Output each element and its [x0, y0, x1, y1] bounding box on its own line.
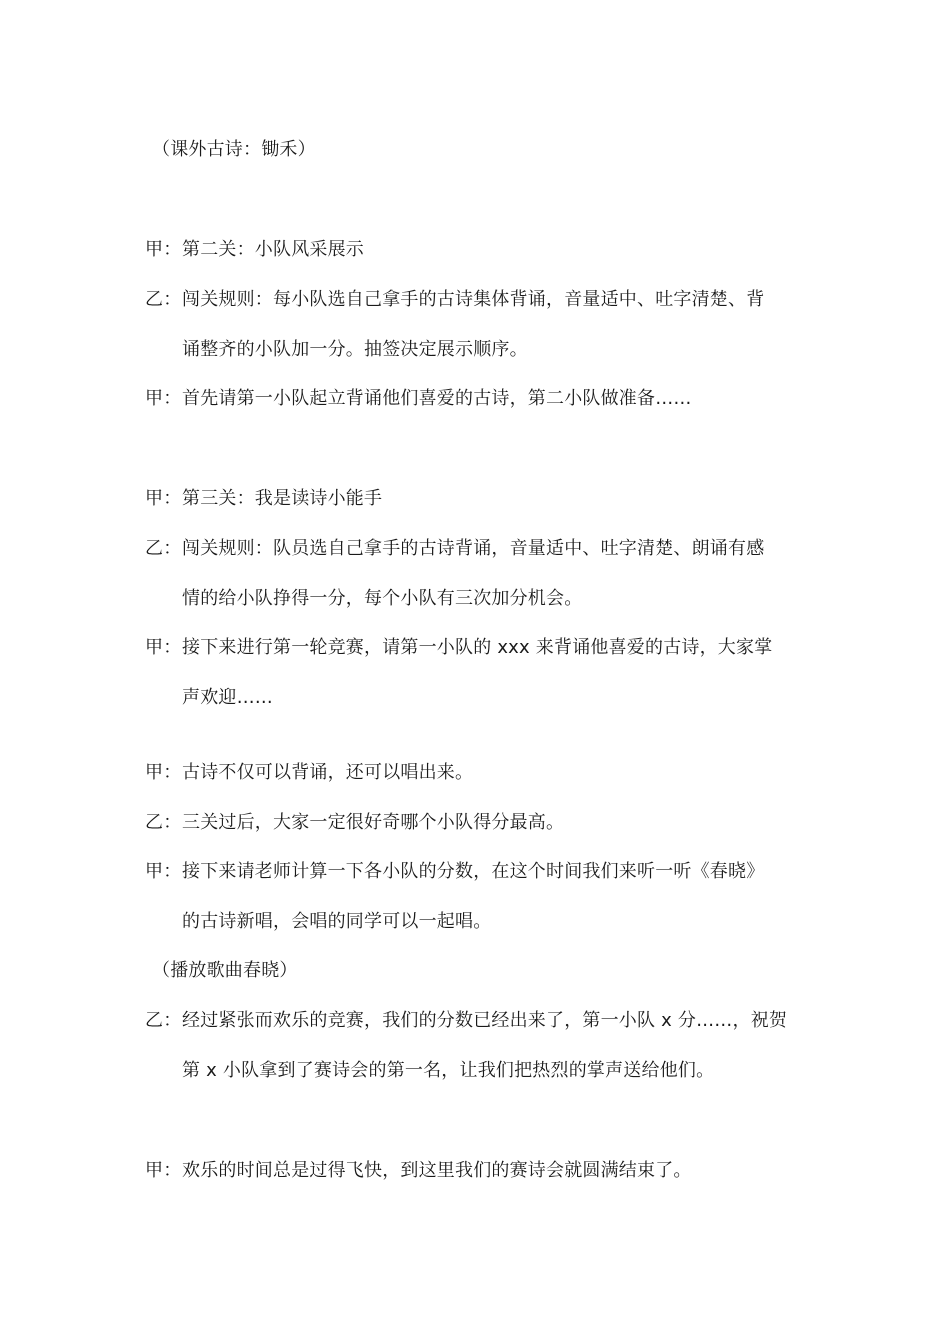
dialogue-text: 第 x 小队拿到了赛诗会的第一名，让我们把热烈的掌声送给他们。 — [182, 1060, 715, 1081]
dialogue-text: 三关过后，大家一定很好奇哪个小队得分最高。 — [182, 812, 565, 833]
speaker-label: 甲： — [145, 388, 182, 409]
stage-direction-text: （播放歌曲春晓） — [152, 960, 298, 981]
dialogue-text: 的古诗新唱，会唱的同学可以一起唱。 — [182, 911, 492, 932]
dialogue-text: 首先请第一小队起立背诵他们喜爱的古诗，第二小队做准备…… — [182, 388, 692, 409]
speaker-label: 乙： — [145, 1010, 182, 1031]
dialogue-text: 闯关规则：队员选自己拿手的古诗背诵，音量适中、吐字清楚、朗诵有感 — [182, 538, 765, 559]
speaker-label: 甲： — [145, 861, 182, 882]
speaker-label: 乙： — [145, 538, 182, 559]
dialogue-text: 闯关规则：每小队选自己拿手的古诗集体背诵，音量适中、吐字清楚、背 — [182, 289, 765, 310]
speaker-label: 甲： — [145, 239, 182, 260]
speaker-label: 甲： — [145, 762, 182, 783]
dialogue-text: 诵整齐的小队加一分。抽签决定展示顺序。 — [182, 339, 528, 360]
speaker-label: 乙： — [145, 812, 182, 833]
dialogue-text: 接下来进行第一轮竞赛，请第一小队的 xxx 来背诵他喜爱的古诗，大家掌 — [182, 637, 773, 658]
speaker-label: 甲： — [145, 637, 182, 658]
speaker-label: 甲： — [145, 488, 182, 509]
speaker-label: 乙： — [145, 289, 182, 310]
dialogue-text: 情的给小队挣得一分，每个小队有三次加分机会。 — [182, 588, 583, 609]
dialogue-text: 经过紧张而欢乐的竞赛，我们的分数已经出来了，第一小队 x 分……，祝贺 — [182, 1010, 788, 1031]
dialogue-text: 欢乐的时间总是过得飞快，到这里我们的赛诗会就圆满结束了。 — [182, 1160, 692, 1181]
dialogue-text: 接下来请老师计算一下各小队的分数，在这个时间我们来听一听《春晓》 — [182, 861, 765, 882]
dialogue-text: 古诗不仅可以背诵，还可以唱出来。 — [182, 762, 474, 783]
stage-direction-text: （课外古诗：锄禾） — [152, 139, 316, 160]
dialogue-text: 第二关：小队风采展示 — [182, 239, 364, 260]
dialogue-text: 声欢迎…… — [182, 687, 273, 708]
dialogue-text: 第三关：我是读诗小能手 — [182, 488, 383, 509]
speaker-label: 甲： — [145, 1160, 182, 1181]
